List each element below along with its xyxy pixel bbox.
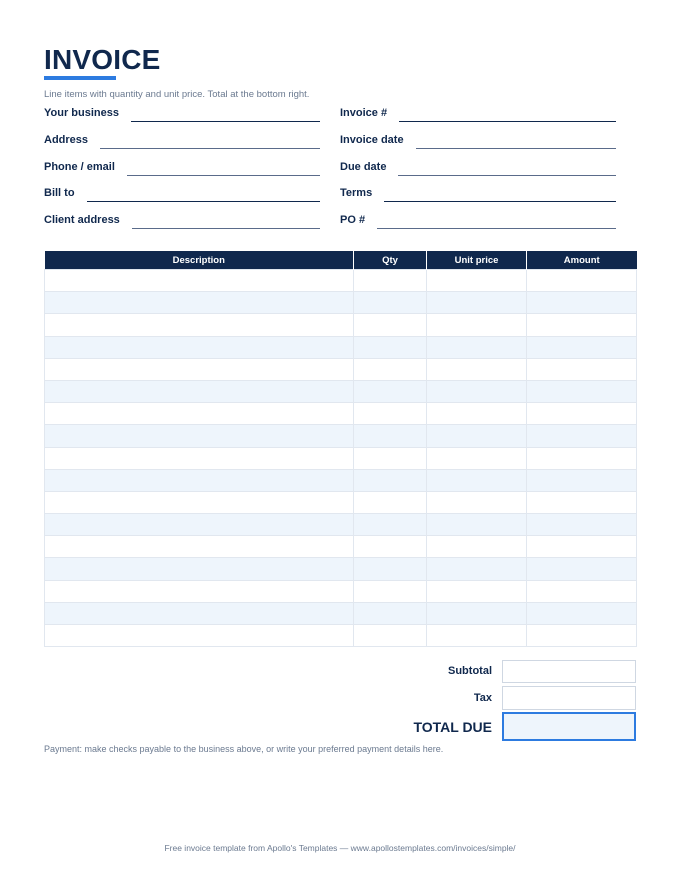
- unit-price-cell[interactable]: [427, 536, 527, 558]
- field-label: Phone / email: [44, 161, 115, 173]
- amount-cell[interactable]: [527, 403, 637, 425]
- qty-cell[interactable]: [354, 314, 427, 336]
- subtotal-field[interactable]: [502, 660, 636, 683]
- client-address-input[interactable]: [132, 218, 320, 229]
- qty-cell[interactable]: [354, 358, 427, 380]
- tax-label: Tax: [473, 692, 492, 704]
- amount-cell[interactable]: [527, 425, 637, 447]
- description-cell[interactable]: [45, 602, 354, 624]
- table-header-row: [45, 251, 637, 270]
- title-accent-bar: [44, 76, 116, 80]
- amount-cell[interactable]: [527, 558, 637, 580]
- invoice-subtitle: Line items with quantity and unit price. Total at the bottom right.: [44, 89, 310, 100]
- description-cell[interactable]: [45, 336, 354, 358]
- description-cell[interactable]: [45, 358, 354, 380]
- total-due-field[interactable]: [502, 712, 636, 741]
- field-label: Due date: [340, 161, 387, 173]
- tax-field[interactable]: [502, 686, 636, 710]
- unit-price-cell[interactable]: [427, 425, 527, 447]
- unit-price-cell[interactable]: [427, 403, 527, 425]
- field-bill-to: [44, 185, 320, 199]
- amount-cell[interactable]: [527, 380, 637, 402]
- field-label: Invoice date: [340, 134, 404, 146]
- table-row: [45, 491, 637, 513]
- table-row: [45, 292, 637, 314]
- field-label: PO #: [340, 214, 366, 226]
- qty-cell[interactable]: [354, 447, 427, 469]
- table-row: [45, 270, 637, 292]
- amount-cell[interactable]: [527, 625, 637, 647]
- field-terms: [340, 185, 616, 199]
- field-client-address: [44, 212, 320, 226]
- unit-price-cell[interactable]: [427, 314, 527, 336]
- line-items-table: [44, 251, 637, 647]
- amount-cell[interactable]: [527, 447, 637, 469]
- amount-cell[interactable]: [527, 358, 637, 380]
- unit-price-cell[interactable]: [427, 270, 527, 292]
- field-address: [44, 132, 320, 146]
- description-cell[interactable]: [45, 469, 354, 491]
- description-cell[interactable]: [45, 403, 354, 425]
- table-row: [45, 469, 637, 491]
- description-cell[interactable]: [45, 491, 354, 513]
- qty-cell[interactable]: [354, 469, 427, 491]
- qty-cell[interactable]: [354, 558, 427, 580]
- amount-cell[interactable]: [527, 580, 637, 602]
- footer-credit: Free invoice template from Apollo's Templates — www.apollostemplates.com/invoices/simple/: [164, 843, 516, 853]
- unit-price-cell[interactable]: [427, 580, 527, 602]
- po-number-input[interactable]: [377, 218, 616, 229]
- description-cell[interactable]: [45, 536, 354, 558]
- unit-price-cell[interactable]: [427, 292, 527, 314]
- description-cell[interactable]: [45, 558, 354, 580]
- table-row: [45, 425, 637, 447]
- unit-price-cell[interactable]: [427, 625, 527, 647]
- amount-cell[interactable]: [527, 491, 637, 513]
- field-label: Address: [44, 134, 89, 146]
- subtotal-label: Subtotal: [448, 665, 492, 677]
- amount-cell[interactable]: [527, 314, 637, 336]
- table-row: [45, 336, 637, 358]
- qty-cell[interactable]: [354, 270, 427, 292]
- qty-cell[interactable]: [354, 602, 427, 624]
- qty-cell[interactable]: [354, 536, 427, 558]
- unit-price-cell[interactable]: [427, 380, 527, 402]
- unit-price-cell[interactable]: [427, 358, 527, 380]
- unit-price-cell[interactable]: [427, 602, 527, 624]
- table-row: [45, 558, 637, 580]
- field-label: Terms: [340, 187, 373, 199]
- payment-note: Payment: make checks payable to the business above, or write your preferred payment details here.: [44, 744, 444, 754]
- description-cell[interactable]: [45, 270, 354, 292]
- unit-price-cell[interactable]: [427, 491, 527, 513]
- qty-cell[interactable]: [354, 292, 427, 314]
- amount-cell[interactable]: [527, 336, 637, 358]
- table-row: [45, 514, 637, 536]
- field-label: Bill to: [44, 187, 75, 199]
- field-phone-email: [44, 159, 320, 173]
- total-due-label: TOTAL DUE: [413, 719, 492, 735]
- address-input[interactable]: [100, 138, 320, 149]
- qty-cell[interactable]: [354, 514, 427, 536]
- table-row: [45, 314, 637, 336]
- description-cell[interactable]: [45, 580, 354, 602]
- table-row: [45, 358, 637, 380]
- description-cell[interactable]: [45, 380, 354, 402]
- table-row: [45, 536, 637, 558]
- field-due-date: [340, 159, 616, 173]
- field-invoice-number: [340, 105, 616, 119]
- unit-price-cell[interactable]: [427, 447, 527, 469]
- qty-cell[interactable]: [354, 425, 427, 447]
- unit-price-cell[interactable]: [427, 514, 527, 536]
- column-header-description: Description: [45, 251, 354, 270]
- phone-email-input[interactable]: [127, 165, 320, 176]
- amount-cell[interactable]: [527, 270, 637, 292]
- description-cell[interactable]: [45, 292, 354, 314]
- qty-cell[interactable]: [354, 625, 427, 647]
- qty-cell[interactable]: [354, 403, 427, 425]
- due-date-input[interactable]: [398, 165, 616, 176]
- unit-price-cell[interactable]: [427, 469, 527, 491]
- invoice-date-input[interactable]: [416, 138, 616, 149]
- field-po-number: [340, 212, 616, 226]
- table-row: [45, 447, 637, 469]
- amount-cell[interactable]: [527, 469, 637, 491]
- unit-price-cell[interactable]: [427, 558, 527, 580]
- invoice-title: INVOICE: [44, 44, 161, 75]
- qty-cell[interactable]: [354, 580, 427, 602]
- table-row: [45, 403, 637, 425]
- amount-cell[interactable]: [527, 602, 637, 624]
- field-label: Client address: [44, 214, 120, 226]
- table-row: [45, 380, 637, 402]
- qty-cell[interactable]: [354, 380, 427, 402]
- column-header-unit-price: Unit price: [427, 251, 527, 270]
- field-your-business: [44, 105, 320, 119]
- your-business-input[interactable]: [131, 111, 320, 122]
- table-row: [45, 580, 637, 602]
- column-header-qty: Qty: [354, 251, 427, 270]
- field-label: Invoice #: [340, 107, 388, 119]
- amount-cell[interactable]: [527, 292, 637, 314]
- table-row: [45, 602, 637, 624]
- description-cell[interactable]: [45, 447, 354, 469]
- field-invoice-date: [340, 132, 616, 146]
- unit-price-cell[interactable]: [427, 336, 527, 358]
- table-row: [45, 625, 637, 647]
- amount-cell[interactable]: [527, 514, 637, 536]
- field-label: Your business: [44, 107, 119, 119]
- column-header-amount: Amount: [527, 251, 637, 270]
- qty-cell[interactable]: [354, 491, 427, 513]
- terms-input[interactable]: [384, 191, 616, 202]
- description-cell[interactable]: [45, 314, 354, 336]
- invoice-number-input[interactable]: [399, 111, 616, 122]
- bill-to-input[interactable]: [87, 191, 320, 202]
- amount-cell[interactable]: [527, 536, 637, 558]
- description-cell[interactable]: [45, 425, 354, 447]
- description-cell[interactable]: [45, 514, 354, 536]
- qty-cell[interactable]: [354, 336, 427, 358]
- description-cell[interactable]: [45, 625, 354, 647]
